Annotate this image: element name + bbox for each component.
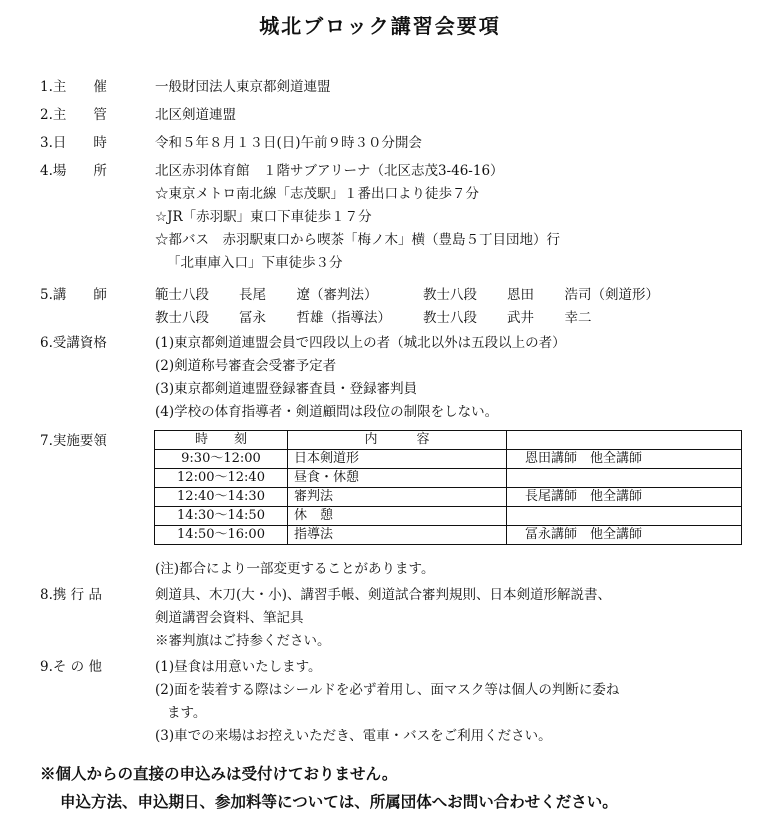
eligibility-item: (3)東京都剣道連盟登録審査員・登録審判員 [155,381,418,397]
time-cell: 14:50〜16:00 [155,526,288,545]
section-label: 1.主 催 [40,79,107,95]
content-cell: 指導法 [288,526,507,545]
section-items-to-bring [40,584,740,653]
instructor-cell [507,507,742,526]
content-cell: 審判法 [288,488,507,507]
header-time: 時 刻 [155,431,288,450]
instructor-name: 冨永 [239,310,266,326]
venue-line: ☆JR「赤羽駅」東口下車徒歩１７分 [155,209,372,225]
instructor-name: 恩田 [507,287,534,303]
document-title: 城北ブロック講習会要項 [259,14,501,38]
instructor-rank: 教士八段 [423,287,477,303]
table-row [155,469,742,488]
section-manager [40,104,740,127]
instructor-cell [507,469,742,488]
footer-notice-1: ※個人からの直接の申込みは受付けておりません。 [40,764,398,783]
section-datetime [40,132,740,155]
item-line: 剣道具、木刀(大・小)、講習手帳、剣道試合審判規則、日本剣道形解説書、 [155,587,612,603]
section-label: 6.受講資格 [40,335,107,351]
instructor-detail: 哲雄（指導法） [283,310,391,326]
section-organizer [40,76,740,99]
other-line: (3)車での来場はお控えいただき、電車・バスをご利用ください。 [155,728,552,744]
eligibility-item: (1)東京都剣道連盟会員で四段以上の者（城北以外は五段以上の者） [155,335,566,351]
instructor-detail: 幸二 [551,310,592,326]
instructor-rank: 教士八段 [155,310,209,326]
section-instructors [40,284,740,330]
instructor-rank: 範士八段 [155,287,209,303]
venue-line: ☆都バス 赤羽駅東口から喫茶「梅ノ木」横（豊島５丁目団地）行 [155,232,560,248]
instructor-detail: 浩司（剣道形） [551,287,659,303]
schedule-table [154,430,742,545]
instructor-name: 長尾 [239,287,266,303]
section-value: 一般財団法人東京都剣道連盟 [155,79,331,95]
schedule-note: (注)都合により一部変更することがあります。 [155,561,435,577]
table-header-row [155,431,742,450]
venue-line: ☆東京メトロ南北線「志茂駅」１番出口より徒歩７分 [155,186,479,202]
header-content: 内 容 [288,431,507,450]
instructor-cell: 恩田講師 他全講師 [507,450,742,469]
section-other [40,656,740,748]
other-line: (2)面を装着する際はシールドを必ず着用し、面マスク等は個人の判断に委ね [155,682,620,698]
time-cell: 9:30〜12:00 [155,450,288,469]
footer-notice-2: 申込方法、申込期日、参加料等については、所属団体へお問い合わせください。 [60,792,618,811]
section-venue [40,160,740,275]
table-row [155,507,742,526]
section-label: 5.講 師 [40,287,107,303]
instructor-cell: 長尾講師 他全講師 [507,488,742,507]
section-eligibility [40,332,740,424]
section-value: 北区剣道連盟 [155,107,236,123]
instructor-rank: 教士八段 [423,310,477,326]
eligibility-item: (2)剣道称号審査会受審予定者 [155,358,337,374]
section-label: 3.日 時 [40,135,107,151]
section-value: 令和５年８月１３日(日)午前９時３０分開会 [155,135,423,151]
other-line: ます。 [167,705,207,721]
instructor-name: 武井 [507,310,534,326]
venue-line: 北区赤羽体育館 １階サブアリーナ（北区志茂3-46-16） [155,163,504,179]
time-cell: 14:30〜14:50 [155,507,288,526]
content-cell: 休 憩 [288,507,507,526]
item-line: ※審判旗はご持参ください。 [155,633,331,649]
instructor-detail: 遼（審判法） [283,287,378,303]
section-label: 8.携 行 品 [40,587,102,603]
time-cell: 12:40〜14:30 [155,488,288,507]
table-row [155,488,742,507]
content-cell: 日本剣道形 [288,450,507,469]
section-label: 9.そ の 他 [40,659,102,675]
venue-line: 「北車庫入口」下車徒歩３分 [167,255,343,271]
section-label: 2.主 管 [40,107,107,123]
header-instructor [507,431,742,450]
eligibility-item: (4)学校の体育指導者・剣道顧問は段位の制限をしない。 [155,404,499,420]
other-line: (1)昼食は用意いたします。 [155,659,322,675]
content-cell: 昼食・休憩 [288,469,507,488]
instructor-cell: 冨永講師 他全講師 [507,526,742,545]
time-cell: 12:00〜12:40 [155,469,288,488]
table-row [155,526,742,545]
item-line: 剣道講習会資料、筆記具 [155,610,304,626]
section-label: 4.場 所 [40,163,107,179]
table-row [155,450,742,469]
section-label: 7.実施要領 [40,433,107,449]
